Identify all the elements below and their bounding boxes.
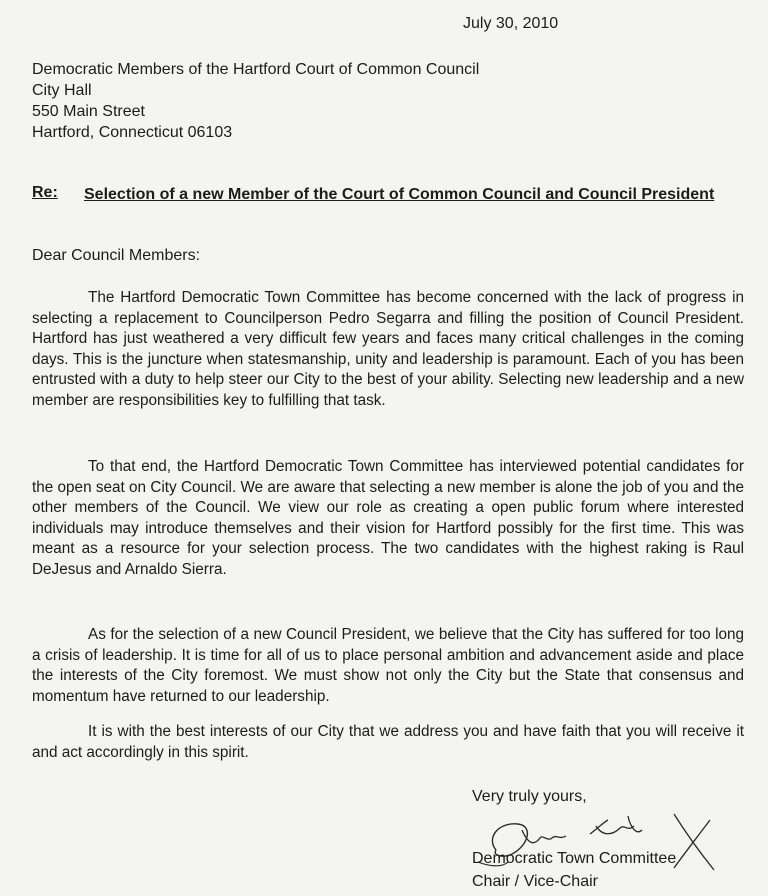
recipient-line: City Hall <box>32 82 92 99</box>
subject-label: Re: <box>32 184 58 201</box>
signer-title: Chair / Vice-Chair <box>472 873 598 890</box>
signer-organization: Democratic Town Committee <box>472 850 677 867</box>
body-paragraph: The Hartford Democratic Town Committee has become concerned with the lack of progress in selecting a replacement to Councilperson Pedro Segarra and filling the position of Council President. Hartford has just weathered a very difficult few years and faces many critical challenges in the coming days. This is the juncture when statesmanship, unity and leadership is paramount. Each of you has been entrusted with a duty to help steer our City to the best of your ability. Selecting new leadership and a new member are responsibilities key to fulfilling that task. <box>32 289 744 409</box>
body-paragraph: It is with the best interests of our City that we address you and have faith that you will receive it and act accordingly in this spirit. <box>32 723 744 761</box>
subject-line: Selection of a new Member of the Court of Common Council and Council President <box>84 186 715 203</box>
letter-date: July 30, 2010 <box>463 15 559 32</box>
body-paragraph: As for the selection of a new Council President, we believe that the City has suffered for too long a crisis of leadership. It is time for all of us to place personal ambition and advancement aside and place the interests of the City foremost. We must show not only the City but the State that consensus and momentum have returned to our leadership. <box>32 626 744 705</box>
recipient-line: Democratic Members of the Hartford Court of Common Council <box>32 61 480 78</box>
closing: Very truly yours, <box>472 788 587 805</box>
salutation: Dear Council Members: <box>32 247 201 264</box>
recipient-line: Hartford, Connecticut 06103 <box>32 124 233 141</box>
body-paragraph: To that end, the Hartford Democratic Town Committee has interviewed potential candidates for the open seat on City Council. We are aware that selecting a new member is alone the job of you and the other members of the Council. We view our role as creating a open public forum where interested individuals may introduce themselves and their vision for Hartford possibly for the first time. This was meant as a resource for your selection process. The two candidates with the highest raking is Raul DeJesus and Arnaldo Sierra. <box>32 458 744 578</box>
recipient-line: 550 Main Street <box>32 103 145 120</box>
recipient-address <box>32 59 479 143</box>
